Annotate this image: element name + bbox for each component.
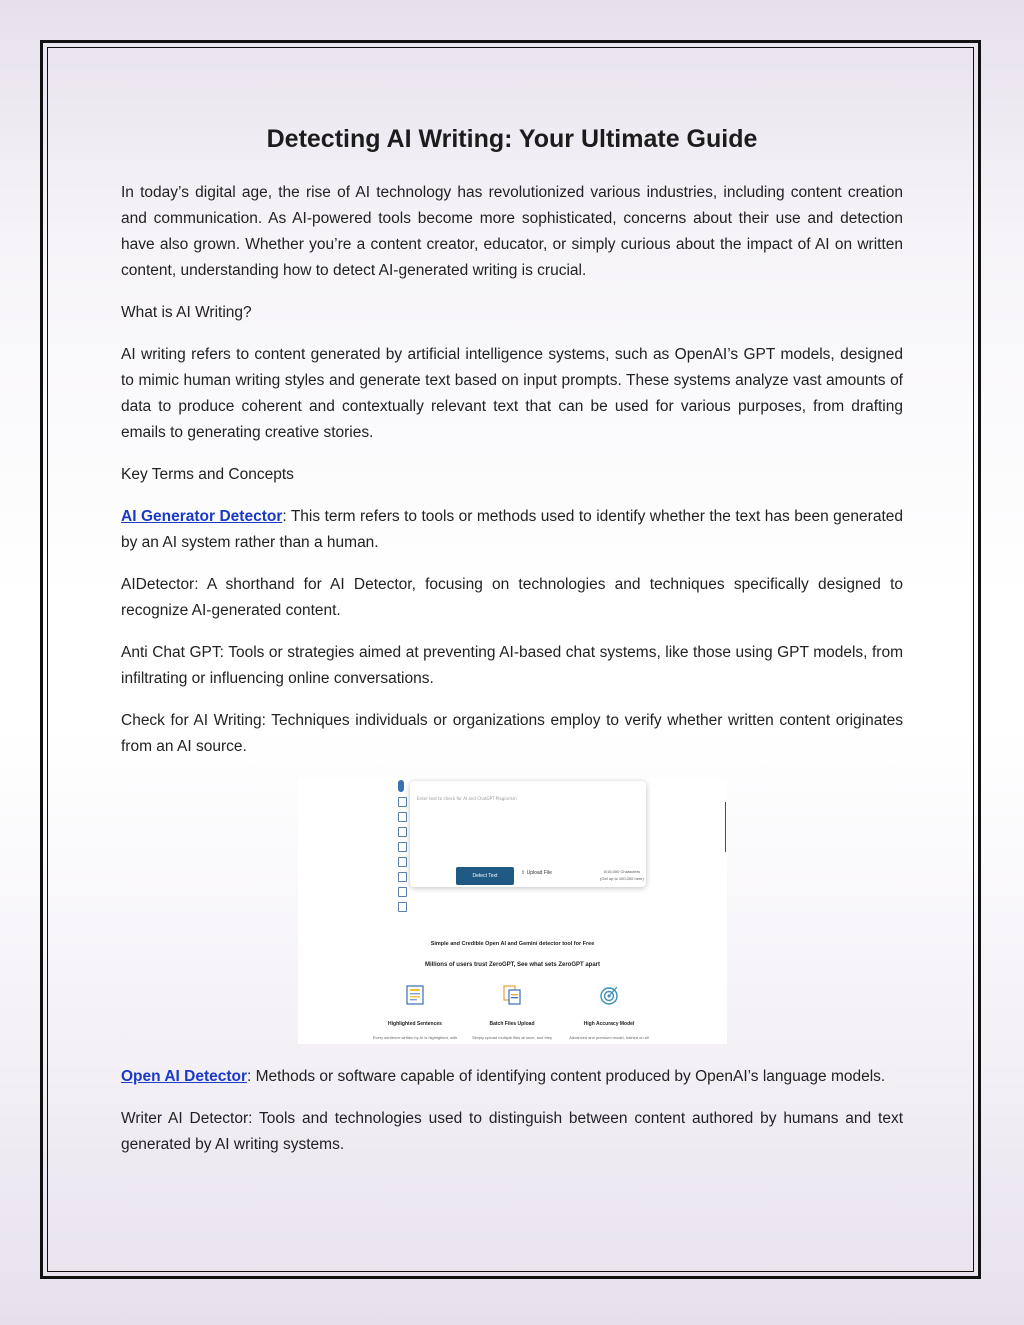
text-input-card	[410, 781, 646, 887]
document-lines-icon	[404, 984, 426, 1006]
tool-subtagline: Millions of users trust ZeroGPT, See what sets ZeroGPT apart	[424, 962, 601, 968]
target-icon	[598, 984, 620, 1006]
term-open-ai-detector-text: : Methods or software capable of identifying content produced by OpenAI’s language models.	[247, 1068, 886, 1085]
logo-icon	[398, 780, 404, 792]
tool-sidebar	[397, 780, 407, 917]
heading-key-terms: Key Terms and Concepts	[121, 466, 294, 483]
term-writer-ai-detector: Writer AI Detector: Tools and technologies used to distinguish between content authored by humans and text generated by AI writing systems.	[121, 1110, 903, 1153]
tool-tagline: Simple and Credible Open AI and Gemini detector tool for Free	[430, 941, 595, 947]
upload-icon: ⇪	[521, 870, 527, 876]
what-is-ai-writing-paragraph: AI writing refers to content generated by artificial intelligence systems, such as OpenAI’s GPT models, designed to mimic human writing styles and generate text based on input prompts. These systems analyze vast amounts of data to produce coherent and contextually relevant text that can be used for various purposes, from drafting emails to generating creative stories.	[121, 346, 903, 441]
embedded-screenshot	[298, 778, 727, 1044]
term-ai-generator-detector-text: : This term refers to tools or methods used to identify whether the text has been generated by an AI system rather than a human.	[121, 508, 903, 551]
sidebar-file-icon	[398, 797, 407, 807]
heading-what-is-ai-writing: What is AI Writing?	[121, 304, 252, 321]
upload-file-label: ⇪ Upload File	[521, 870, 552, 876]
document-body-continued	[121, 1064, 903, 1174]
character-count: 0/15,000 Characters (Get up to 100,000 here)	[600, 869, 644, 881]
open-ai-detector-link[interactable]: Open AI Detector	[121, 1068, 248, 1085]
sidebar-list-icon	[398, 827, 407, 837]
term-anti-chat-gpt: Anti Chat GPT: Tools or strategies aimed at preventing AI-based chat systems, like those using GPT models, from infiltrating or influencing online conversations.	[121, 644, 903, 687]
sidebar-document-icon	[398, 812, 407, 822]
term-ai-generator-detector	[121, 504, 903, 556]
term-aidetector: AIDetector: A shorthand for AI Detector, focusing on technologies and techniques specifically designed to recognize AI-generated content.	[121, 576, 903, 619]
intro-paragraph: In today’s digital age, the rise of AI technology has revolutionized various industries, including content creation and communication. As AI-powered tools become more sophisticated, concerns about their use and detection have also grown. Whether you’re a content creator, educator, or simply curious about the impact of AI on written content, understanding how to detect AI-generated writing is crucial.	[121, 184, 903, 279]
scroll-indicator	[725, 802, 726, 852]
term-open-ai-detector	[121, 1064, 903, 1090]
sidebar-mail-icon	[398, 887, 407, 897]
ai-generator-detector-link[interactable]: AI Generator Detector	[121, 508, 283, 525]
document-title: Detecting AI Writing: Your Ultimate Guide	[266, 125, 758, 153]
sidebar-page-icon	[398, 842, 407, 852]
feature-highlighted-sentences: Highlighted Sentences Every sentence written by AI is highlighted, with	[360, 984, 470, 1040]
term-check-for-ai-writing: Check for AI Writing: Techniques individuals or organizations employ to verify whether written content originates from an AI source.	[121, 712, 903, 755]
sidebar-check-icon	[398, 857, 407, 867]
detect-text-button: Detect Text	[456, 867, 514, 885]
sidebar-image-icon	[398, 902, 407, 912]
feature-high-accuracy-model: High Accuracy Model Advanced and premium model, trained on all	[554, 984, 664, 1040]
feature-batch-files-upload: Batch Files Upload Simply upload multiple files at once, and they	[457, 984, 567, 1040]
sidebar-grid-icon	[398, 872, 407, 882]
files-icon	[501, 984, 523, 1006]
text-input-placeholder: Enter text to check for AI and ChatGPT Plagiarism	[417, 796, 517, 801]
document-body	[121, 122, 903, 776]
